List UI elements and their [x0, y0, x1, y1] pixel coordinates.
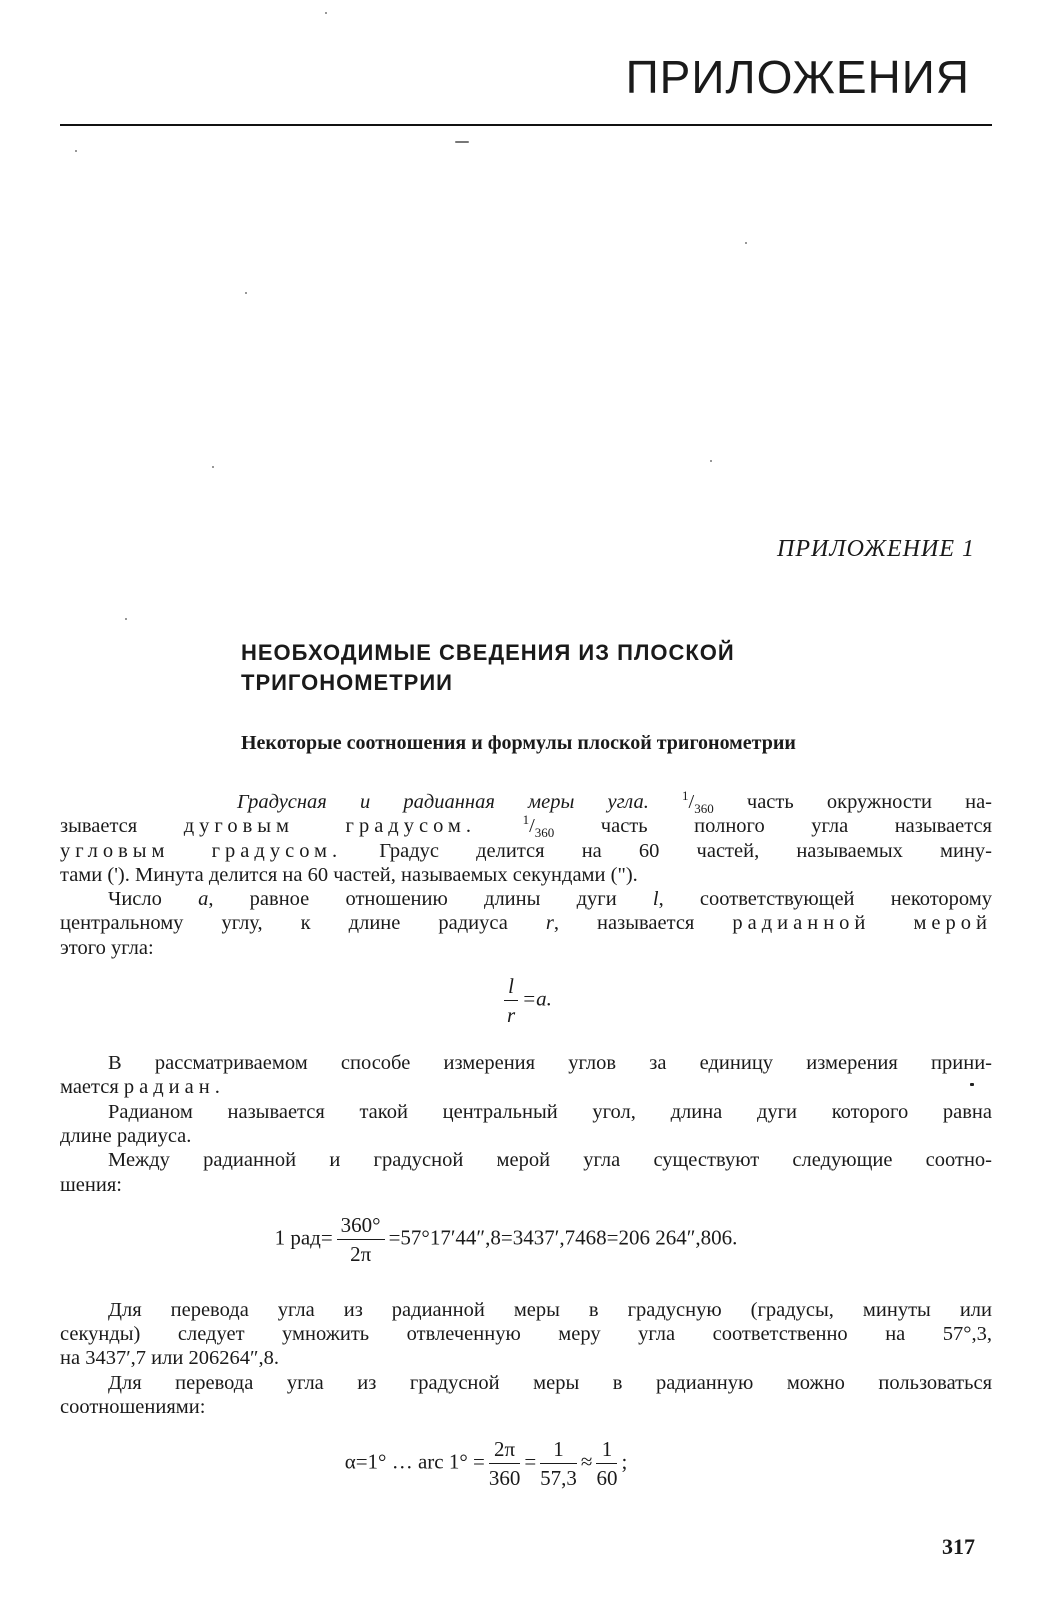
paragraph-radian: Радианом называется такой центральный угол, длина дуги которого равна длине радиуса.: [60, 1100, 992, 1147]
paragraph-unit: В рассматриваемом способе измерения углов за единицу измерения прини- мается радиан.: [60, 1052, 992, 1099]
scan-speck: [745, 242, 747, 244]
section-title-line-2: ТРИГОНОМЕТРИИ: [241, 670, 453, 695]
scan-speck: [710, 460, 712, 462]
paragraph-angle-measures: Градусная и радианная меры угла. $^1/_{360}$ часть окружности на- зывается дуговым градусом. $^1/_{360}$ часть полного угла называется угловым градусом. Градус делится на 60 частей, называемых мину- тами ('). Минута делится на 60 частей, называемых секундами (").: [60, 788, 992, 886]
scan-speck: [325, 12, 327, 14]
paragraph-relations: Между радианной и градусной мерой угла существуют следующие соотно- шения:: [60, 1149, 992, 1196]
scan-speck: [75, 150, 77, 152]
formula-radian-value: 1 рад= $\frac{360^\circ}{2\pi}$ =57°17′44″,8=3437′,7468=206 264″,806.: [274, 1212, 738, 1266]
scan-speck: [455, 141, 469, 143]
paragraph-radian-to-degree: Для перевода угла из радианной меры в градусную (градусы, минуты или секунды) следует умножить отвлеченную меру угла соответственно на 57°,3, на 3437′,7 или 206264″,8.: [60, 1298, 992, 1370]
paragraph-degree-to-radian: Для перевода угла из градусной меры в радианную можно пользоваться соотношениями:: [60, 1371, 992, 1419]
paragraph-radian-definition: Число a, равное отношению длины дуги l, соответствующей некоторому центральному углу, к длине радиуса r, называется радианной мерой этого угла:: [60, 888, 992, 959]
body-text: [60, 790, 992, 1492]
scan-speck: [125, 618, 127, 620]
scan-speck: [212, 466, 214, 468]
section-title: [241, 638, 881, 698]
scan-speck: [970, 1083, 974, 1086]
formula-l-over-r: $\frac{l}{r}$ =a.: [60, 972, 992, 1029]
page-number: 317: [942, 1534, 975, 1559]
header-rule: [60, 124, 992, 126]
page-header-title: ПРИЛОЖЕНИЯ: [625, 51, 970, 103]
subsection-title: Некоторые соотношения и формулы плоской тригонометрии: [241, 732, 796, 754]
section-title-line-1: НЕОБХОДИМЫЕ СВЕДЕНИЯ ИЗ ПЛОСКОЙ: [241, 640, 735, 665]
appendix-label: ПРИЛОЖЕНИЕ 1: [777, 536, 975, 562]
scan-speck: [245, 292, 247, 294]
formula-arc-degree: α=1° … arc 1° = $\frac{2\pi}{360}$ = $\frac{1}{57,3}$ ≈ $\frac{1}{60}$ ;: [344, 1437, 628, 1491]
